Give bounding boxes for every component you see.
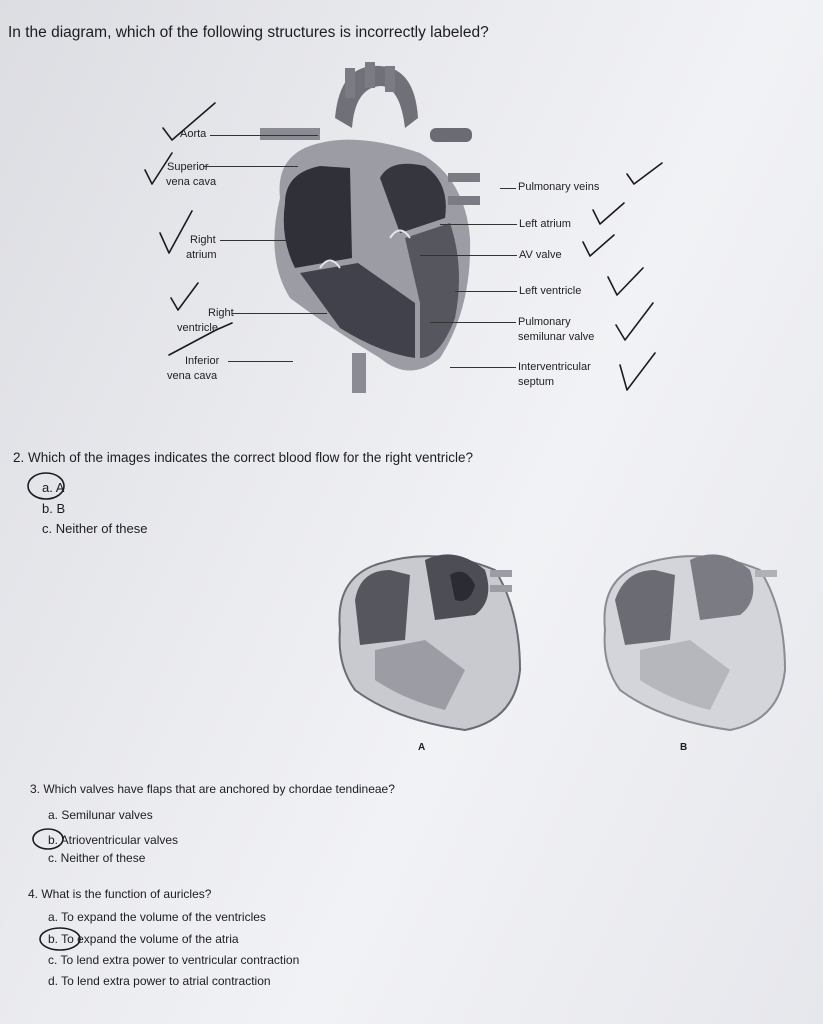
answer-circle-icon bbox=[38, 926, 84, 952]
question-3-option-c[interactable]: c. Neither of these bbox=[48, 851, 146, 865]
label-inferior-vena-cava-2: vena cava bbox=[167, 370, 218, 382]
label-right-atrium-1: Right bbox=[190, 234, 216, 246]
question-3-option-b[interactable]: b. Atrioventricular valves bbox=[48, 833, 179, 847]
question-2-option-a[interactable]: a. A bbox=[42, 480, 65, 495]
label-right-atrium-2: atrium bbox=[186, 249, 217, 261]
figure-a-label: A bbox=[418, 742, 426, 753]
question-3-option-a[interactable]: a. Semilunar valves bbox=[48, 808, 153, 822]
question-4-prompt: 4. What is the function of auricles? bbox=[28, 887, 212, 901]
heart-figure-b bbox=[580, 530, 800, 740]
figure-b-label: B bbox=[680, 742, 688, 753]
check-mark-icon bbox=[605, 265, 647, 300]
label-superior-vena-cava-1: Superior bbox=[167, 161, 209, 173]
answer-circle-icon bbox=[24, 468, 70, 502]
label-right-ventricle-1: Right bbox=[208, 307, 234, 319]
label-interventricular-2: septum bbox=[518, 376, 555, 388]
question-4-option-b[interactable]: b. To expand the volume of the atria bbox=[48, 932, 239, 946]
question-2-option-b[interactable]: b. B bbox=[42, 501, 66, 516]
check-mark-icon bbox=[624, 160, 666, 190]
question-3-prompt: 3. Which valves have flaps that are anchored by chordae tendineae? bbox=[30, 782, 395, 796]
label-av-valve: AV valve bbox=[519, 249, 562, 261]
heart-figure-a bbox=[315, 530, 535, 740]
check-mark-icon bbox=[617, 350, 659, 395]
label-pulmonary-semilunar-1: Pulmonary bbox=[518, 316, 571, 328]
check-mark-icon bbox=[590, 200, 628, 230]
label-inferior-vena-cava-1: Inferior bbox=[185, 355, 220, 367]
heart-diagram bbox=[240, 58, 480, 398]
check-mark-icon bbox=[168, 280, 203, 315]
label-pulmonary-veins: Pulmonary veins bbox=[518, 181, 600, 193]
question-2-option-c[interactable]: c. Neither of these bbox=[42, 521, 148, 536]
question-4-option-d[interactable]: d. To lend extra power to atrial contraction bbox=[48, 974, 271, 988]
question-1-prompt: In the diagram, which of the following structures is incorrectly labeled? bbox=[8, 24, 489, 41]
label-interventricular-1: Interventricular bbox=[518, 361, 591, 373]
question-4-option-c[interactable]: c. To lend extra power to ventricular contraction bbox=[48, 953, 300, 967]
label-left-ventricle: Left ventricle bbox=[519, 285, 582, 297]
question-2-prompt: 2. Which of the images indicates the correct blood flow for the right ventricle? bbox=[13, 450, 473, 465]
check-mark-icon bbox=[166, 320, 236, 360]
question-4-option-a[interactable]: a. To expand the volume of the ventricles bbox=[48, 910, 266, 924]
check-mark-icon bbox=[613, 300, 658, 345]
check-mark-icon bbox=[580, 232, 618, 262]
label-pulmonary-semilunar-2: semilunar valve bbox=[518, 331, 595, 343]
label-right-ventricle-2: ventricle bbox=[177, 322, 218, 334]
check-mark-icon bbox=[142, 150, 177, 190]
check-mark-icon bbox=[160, 100, 220, 145]
check-mark-icon bbox=[157, 208, 197, 258]
label-superior-vena-cava-2: vena cava bbox=[166, 176, 217, 188]
label-aorta: Aorta bbox=[180, 128, 207, 140]
answer-circle-icon bbox=[30, 826, 66, 852]
label-left-atrium: Left atrium bbox=[519, 218, 571, 230]
